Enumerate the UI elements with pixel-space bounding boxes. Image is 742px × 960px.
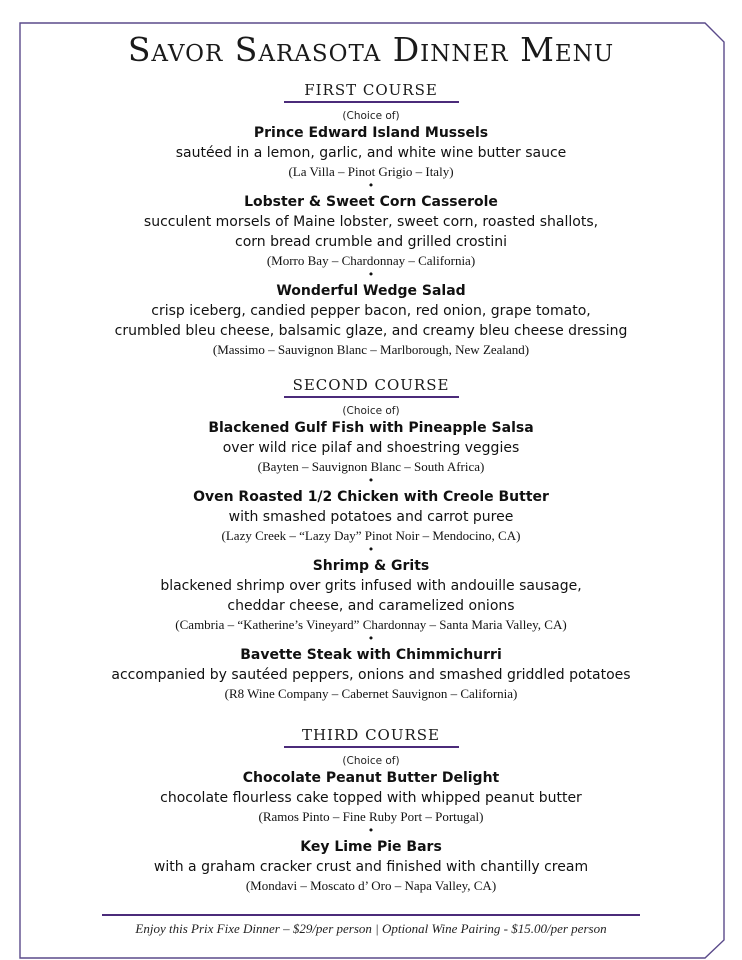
dish-description: chocolate flourless cake topped with whipped peanut butter (160, 790, 582, 806)
second-course (0, 375, 742, 702)
wine-pairing: (Mondavi – Moscato d’ Oro – Napa Valley, CA) (245, 878, 497, 893)
dish-name: Blackened Gulf Fish with Pineapple Salsa (208, 420, 534, 436)
course-heading: THIRD COURSE (301, 726, 441, 744)
wine-pairing: (Morro Bay – Chardonnay – California) (266, 253, 476, 268)
dish-item (0, 192, 742, 269)
third-course (0, 725, 742, 894)
course-heading-rule (284, 396, 459, 398)
dish-item (0, 768, 742, 825)
dish-description: crumbled bleu cheese, balsamic glaze, and creamy bleu cheese dressing (114, 323, 628, 339)
dish-description: sautéed in a lemon, garlic, and white wine butter sauce (175, 145, 567, 161)
dish-name: Lobster & Sweet Corn Casserole (244, 194, 498, 210)
course-heading-rule (284, 101, 459, 103)
dish-description: with smashed potatoes and carrot puree (228, 509, 514, 525)
dish-description: corn bread crumble and grilled crostini (235, 234, 507, 250)
dish-item (0, 418, 742, 475)
dish-name: Prince Edward Island Mussels (253, 125, 489, 141)
dish-item (0, 487, 742, 544)
wine-pairing: (Bayten – Sauvignon Blanc – South Africa) (257, 459, 485, 474)
course-heading: FIRST COURSE (304, 81, 438, 99)
dish-description: accompanied by sautéed peppers, onions and smashed griddled potatoes (111, 667, 631, 683)
dish-item (0, 281, 742, 358)
dish-description: succulent morsels of Maine lobster, sweet corn, roasted shallots, (143, 214, 599, 230)
course-heading: SECOND COURSE (292, 376, 450, 394)
dish-description: crisp iceberg, candied pepper bacon, red onion, grape tomato, (151, 303, 591, 319)
dish-item (0, 645, 742, 702)
first-course (0, 80, 742, 358)
wine-pairing: (Massimo – Sauvignon Blanc – Marlborough, New Zealand) (212, 342, 530, 357)
footer-rule (102, 914, 640, 916)
dish-item (0, 556, 742, 633)
choice-note: (Choice of) (342, 755, 400, 767)
wine-pairing: (Cambria – “Katherine’s Vineyard” Chardonnay – Santa Maria Valley, CA) (175, 617, 567, 632)
menu-title: Savor Sarasota Dinner Menu (127, 30, 615, 69)
dish-description: with a graham cracker crust and finished with chantilly cream (153, 859, 589, 875)
bullet-separator: • (367, 268, 375, 281)
course-heading-rule (284, 746, 459, 748)
bullet-separator: • (367, 179, 375, 192)
dish-name: Oven Roasted 1/2 Chicken with Creole Butter (193, 489, 549, 505)
dish-name: Bavette Steak with Chimmichurri (240, 647, 502, 663)
wine-pairing: (Ramos Pinto – Fine Ruby Port – Portugal) (258, 809, 484, 824)
wine-pairing: (Lazy Creek – “Lazy Day” Pinot Noir – Mendocino, CA) (221, 528, 521, 543)
price-footer: Enjoy this Prix Fixe Dinner – $29/per person | Optional Wine Pairing - $15.00/per person (135, 921, 607, 936)
dish-name: Wonderful Wedge Salad (276, 283, 466, 299)
dish-description: over wild rice pilaf and shoestring veggies (222, 440, 520, 456)
bullet-separator: • (367, 632, 375, 645)
dish-description: blackened shrimp over grits infused with andouille sausage, (160, 578, 582, 594)
wine-pairing: (R8 Wine Company – Cabernet Sauvignon – California) (224, 686, 518, 701)
dish-item (0, 123, 742, 180)
bullet-separator: • (367, 474, 375, 487)
choice-note: (Choice of) (342, 405, 400, 417)
dish-description: cheddar cheese, and caramelized onions (227, 598, 515, 614)
bullet-separator: • (367, 824, 375, 837)
dish-name: Chocolate Peanut Butter Delight (242, 770, 500, 786)
dish-item (0, 837, 742, 894)
choice-note: (Choice of) (342, 110, 400, 122)
bullet-separator: • (367, 543, 375, 556)
wine-pairing: (La Villa – Pinot Grigio – Italy) (288, 164, 454, 179)
dish-name: Shrimp & Grits (312, 558, 430, 574)
dish-name: Key Lime Pie Bars (300, 839, 442, 855)
